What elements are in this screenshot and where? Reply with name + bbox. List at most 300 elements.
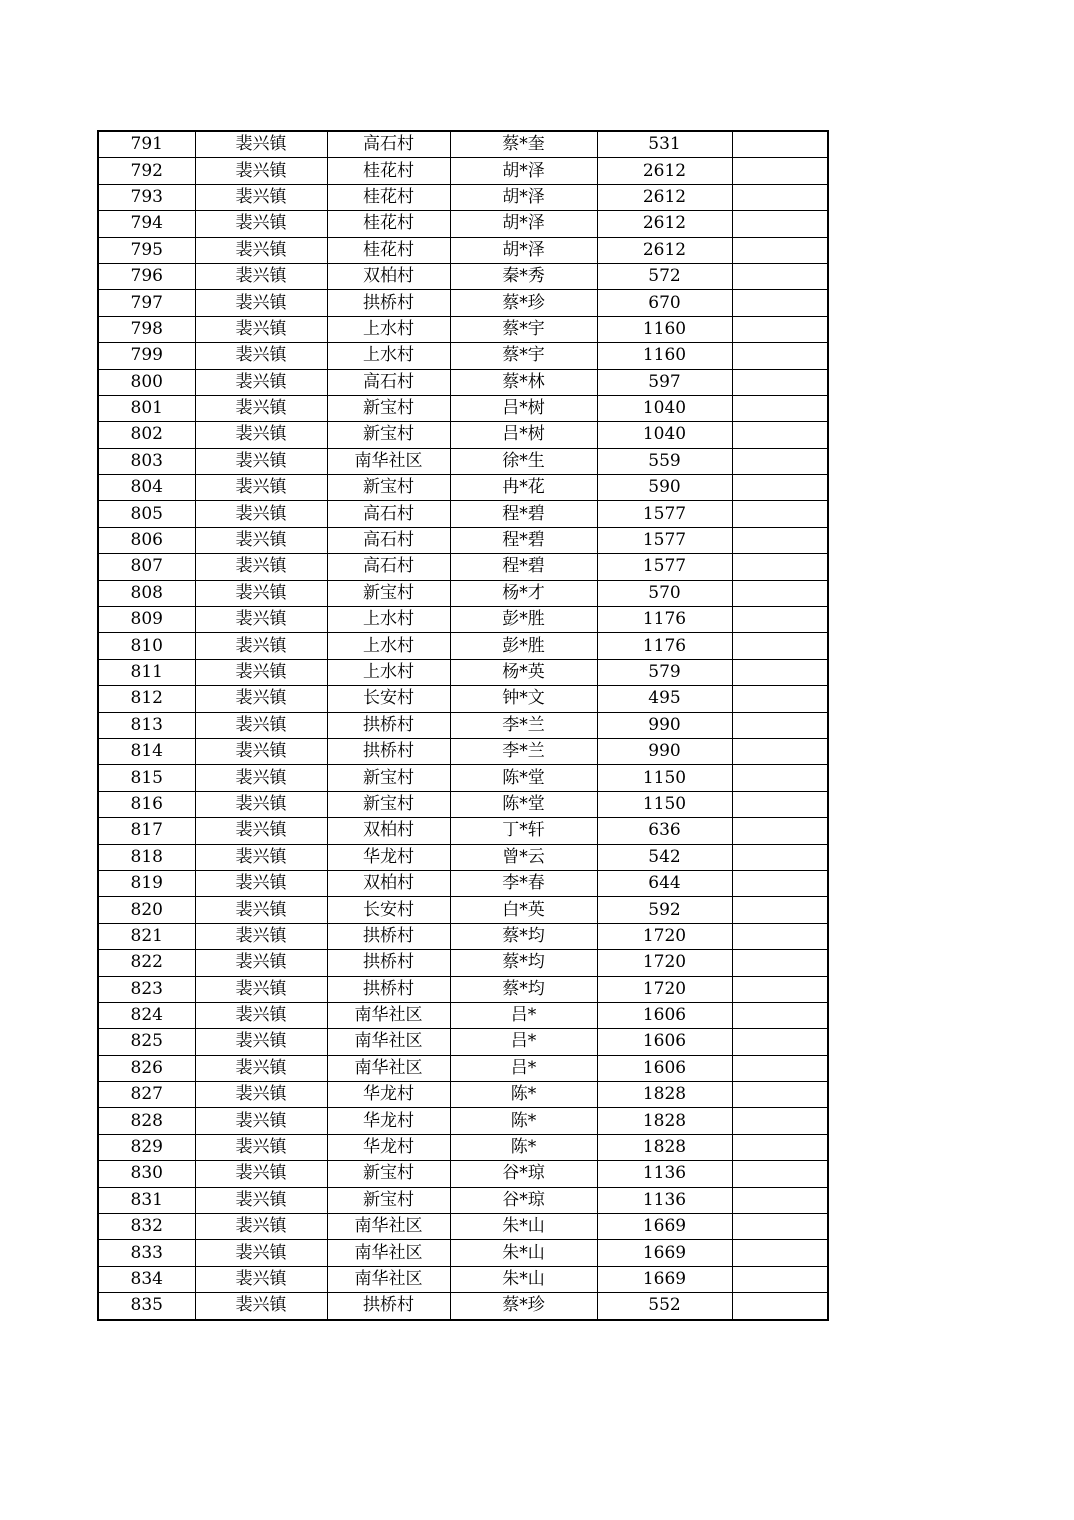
row-number-cell: 824 xyxy=(98,1002,195,1028)
note-cell xyxy=(732,897,828,923)
town-cell: 裴兴镇 xyxy=(195,1161,327,1187)
town-cell: 裴兴镇 xyxy=(195,1108,327,1134)
note-cell xyxy=(732,1108,828,1134)
name-cell: 陈* xyxy=(450,1082,597,1108)
row-number-cell: 806 xyxy=(98,527,195,553)
row-number-cell: 831 xyxy=(98,1187,195,1213)
name-cell: 胡*泽 xyxy=(450,184,597,210)
amount-cell: 1176 xyxy=(597,607,732,633)
note-cell xyxy=(732,1002,828,1028)
note-cell xyxy=(732,818,828,844)
amount-cell: 1606 xyxy=(597,1029,732,1055)
row-number-cell: 833 xyxy=(98,1240,195,1266)
amount-cell: 570 xyxy=(597,580,732,606)
note-cell xyxy=(732,1293,828,1320)
name-cell: 吕* xyxy=(450,1029,597,1055)
table-row xyxy=(98,448,828,474)
name-cell: 冉*花 xyxy=(450,475,597,501)
amount-cell: 1828 xyxy=(597,1108,732,1134)
town-cell: 裴兴镇 xyxy=(195,316,327,342)
name-cell: 吕*树 xyxy=(450,422,597,448)
row-number-cell: 812 xyxy=(98,686,195,712)
note-cell xyxy=(732,765,828,791)
note-cell xyxy=(732,633,828,659)
amount-cell: 2612 xyxy=(597,237,732,263)
village-cell: 拱桥村 xyxy=(327,290,450,316)
note-cell xyxy=(732,1029,828,1055)
name-cell: 吕* xyxy=(450,1055,597,1081)
name-cell: 蔡*宇 xyxy=(450,343,597,369)
name-cell: 谷*琼 xyxy=(450,1187,597,1213)
town-cell: 裴兴镇 xyxy=(195,475,327,501)
table-row xyxy=(98,1082,828,1108)
table-row xyxy=(98,237,828,263)
note-cell xyxy=(732,607,828,633)
amount-cell: 1606 xyxy=(597,1002,732,1028)
name-cell: 程*碧 xyxy=(450,527,597,553)
row-number-cell: 807 xyxy=(98,554,195,580)
table-row xyxy=(98,1214,828,1240)
amount-cell: 2612 xyxy=(597,184,732,210)
note-cell xyxy=(732,686,828,712)
table-row xyxy=(98,369,828,395)
amount-cell: 590 xyxy=(597,475,732,501)
table-row xyxy=(98,290,828,316)
name-cell: 胡*泽 xyxy=(450,211,597,237)
village-cell: 双柏村 xyxy=(327,870,450,896)
row-number-cell: 829 xyxy=(98,1134,195,1160)
name-cell: 彭*胜 xyxy=(450,633,597,659)
town-cell: 裴兴镇 xyxy=(195,369,327,395)
village-cell: 南华社区 xyxy=(327,1266,450,1292)
note-cell xyxy=(732,369,828,395)
row-number-cell: 805 xyxy=(98,501,195,527)
village-cell: 南华社区 xyxy=(327,448,450,474)
village-cell: 上水村 xyxy=(327,607,450,633)
village-cell: 长安村 xyxy=(327,686,450,712)
row-number-cell: 830 xyxy=(98,1161,195,1187)
row-number-cell: 835 xyxy=(98,1293,195,1320)
village-cell: 南华社区 xyxy=(327,1055,450,1081)
village-cell: 高石村 xyxy=(327,501,450,527)
village-cell: 华龙村 xyxy=(327,1134,450,1160)
amount-cell: 552 xyxy=(597,1293,732,1320)
amount-cell: 1176 xyxy=(597,633,732,659)
row-number-cell: 813 xyxy=(98,712,195,738)
village-cell: 新宝村 xyxy=(327,580,450,606)
row-number-cell: 793 xyxy=(98,184,195,210)
name-cell: 蔡*珍 xyxy=(450,1293,597,1320)
table-row xyxy=(98,1108,828,1134)
note-cell xyxy=(732,1161,828,1187)
amount-cell: 1136 xyxy=(597,1187,732,1213)
village-cell: 拱桥村 xyxy=(327,738,450,764)
note-cell xyxy=(732,501,828,527)
row-number-cell: 802 xyxy=(98,422,195,448)
name-cell: 陈*堂 xyxy=(450,765,597,791)
name-cell: 秦*秀 xyxy=(450,263,597,289)
table-row xyxy=(98,1002,828,1028)
name-cell: 朱*山 xyxy=(450,1214,597,1240)
amount-cell: 495 xyxy=(597,686,732,712)
village-cell: 桂花村 xyxy=(327,158,450,184)
village-cell: 新宝村 xyxy=(327,791,450,817)
village-cell: 华龙村 xyxy=(327,1082,450,1108)
table-row xyxy=(98,1187,828,1213)
name-cell: 白*英 xyxy=(450,897,597,923)
town-cell: 裴兴镇 xyxy=(195,1029,327,1055)
village-cell: 新宝村 xyxy=(327,422,450,448)
amount-cell: 1577 xyxy=(597,554,732,580)
town-cell: 裴兴镇 xyxy=(195,580,327,606)
row-number-cell: 821 xyxy=(98,923,195,949)
town-cell: 裴兴镇 xyxy=(195,1134,327,1160)
amount-cell: 644 xyxy=(597,870,732,896)
amount-cell: 1150 xyxy=(597,791,732,817)
amount-cell: 1160 xyxy=(597,316,732,342)
table-row xyxy=(98,527,828,553)
note-cell xyxy=(732,475,828,501)
town-cell: 裴兴镇 xyxy=(195,686,327,712)
amount-cell: 636 xyxy=(597,818,732,844)
table-row xyxy=(98,765,828,791)
table-row xyxy=(98,580,828,606)
amount-cell: 1720 xyxy=(597,923,732,949)
town-cell: 裴兴镇 xyxy=(195,818,327,844)
town-cell: 裴兴镇 xyxy=(195,1266,327,1292)
village-cell: 新宝村 xyxy=(327,475,450,501)
name-cell: 蔡*均 xyxy=(450,950,597,976)
village-cell: 拱桥村 xyxy=(327,712,450,738)
row-number-cell: 826 xyxy=(98,1055,195,1081)
row-number-cell: 834 xyxy=(98,1266,195,1292)
town-cell: 裴兴镇 xyxy=(195,712,327,738)
village-cell: 上水村 xyxy=(327,343,450,369)
town-cell: 裴兴镇 xyxy=(195,870,327,896)
row-number-cell: 818 xyxy=(98,844,195,870)
row-number-cell: 828 xyxy=(98,1108,195,1134)
row-number-cell: 799 xyxy=(98,343,195,369)
note-cell xyxy=(732,1214,828,1240)
table-row xyxy=(98,422,828,448)
village-cell: 高石村 xyxy=(327,369,450,395)
name-cell: 陈*堂 xyxy=(450,791,597,817)
table-row xyxy=(98,791,828,817)
name-cell: 蔡*珍 xyxy=(450,290,597,316)
name-cell: 李*兰 xyxy=(450,738,597,764)
row-number-cell: 804 xyxy=(98,475,195,501)
name-cell: 杨*才 xyxy=(450,580,597,606)
town-cell: 裴兴镇 xyxy=(195,659,327,685)
town-cell: 裴兴镇 xyxy=(195,738,327,764)
table-row xyxy=(98,976,828,1002)
amount-cell: 2612 xyxy=(597,158,732,184)
amount-cell: 1669 xyxy=(597,1266,732,1292)
name-cell: 曾*云 xyxy=(450,844,597,870)
note-cell xyxy=(732,527,828,553)
amount-cell: 1160 xyxy=(597,343,732,369)
row-number-cell: 819 xyxy=(98,870,195,896)
row-number-cell: 795 xyxy=(98,237,195,263)
note-cell xyxy=(732,448,828,474)
village-cell: 新宝村 xyxy=(327,1187,450,1213)
row-number-cell: 798 xyxy=(98,316,195,342)
note-cell xyxy=(732,923,828,949)
town-cell: 裴兴镇 xyxy=(195,897,327,923)
village-cell: 高石村 xyxy=(327,131,450,158)
amount-cell: 1828 xyxy=(597,1082,732,1108)
note-cell xyxy=(732,1055,828,1081)
name-cell: 蔡*林 xyxy=(450,369,597,395)
name-cell: 吕* xyxy=(450,1002,597,1028)
town-cell: 裴兴镇 xyxy=(195,448,327,474)
village-cell: 新宝村 xyxy=(327,1161,450,1187)
town-cell: 裴兴镇 xyxy=(195,554,327,580)
table-row xyxy=(98,554,828,580)
note-cell xyxy=(732,1134,828,1160)
village-cell: 双柏村 xyxy=(327,263,450,289)
table-row xyxy=(98,263,828,289)
town-cell: 裴兴镇 xyxy=(195,1187,327,1213)
note-cell xyxy=(732,712,828,738)
town-cell: 裴兴镇 xyxy=(195,1293,327,1320)
amount-cell: 1040 xyxy=(597,395,732,421)
town-cell: 裴兴镇 xyxy=(195,527,327,553)
amount-cell: 1720 xyxy=(597,976,732,1002)
name-cell: 程*碧 xyxy=(450,501,597,527)
village-cell: 拱桥村 xyxy=(327,976,450,1002)
name-cell: 朱*山 xyxy=(450,1266,597,1292)
amount-cell: 572 xyxy=(597,263,732,289)
town-cell: 裴兴镇 xyxy=(195,211,327,237)
name-cell: 蔡*均 xyxy=(450,976,597,1002)
town-cell: 裴兴镇 xyxy=(195,237,327,263)
table-row xyxy=(98,475,828,501)
row-number-cell: 820 xyxy=(98,897,195,923)
note-cell xyxy=(732,554,828,580)
town-cell: 裴兴镇 xyxy=(195,765,327,791)
row-number-cell: 816 xyxy=(98,791,195,817)
name-cell: 程*碧 xyxy=(450,554,597,580)
name-cell: 徐*生 xyxy=(450,448,597,474)
town-cell: 裴兴镇 xyxy=(195,422,327,448)
amount-cell: 542 xyxy=(597,844,732,870)
note-cell xyxy=(732,580,828,606)
table-row xyxy=(98,844,828,870)
village-cell: 南华社区 xyxy=(327,1002,450,1028)
table-row xyxy=(98,343,828,369)
town-cell: 裴兴镇 xyxy=(195,1082,327,1108)
table-row xyxy=(98,1055,828,1081)
table-row xyxy=(98,1161,828,1187)
table-row xyxy=(98,686,828,712)
name-cell: 谷*琼 xyxy=(450,1161,597,1187)
row-number-cell: 800 xyxy=(98,369,195,395)
records-table xyxy=(97,130,829,1321)
town-cell: 裴兴镇 xyxy=(195,343,327,369)
amount-cell: 1828 xyxy=(597,1134,732,1160)
row-number-cell: 810 xyxy=(98,633,195,659)
name-cell: 李*春 xyxy=(450,870,597,896)
row-number-cell: 817 xyxy=(98,818,195,844)
town-cell: 裴兴镇 xyxy=(195,395,327,421)
amount-cell: 1150 xyxy=(597,765,732,791)
row-number-cell: 792 xyxy=(98,158,195,184)
village-cell: 上水村 xyxy=(327,633,450,659)
row-number-cell: 815 xyxy=(98,765,195,791)
amount-cell: 1669 xyxy=(597,1240,732,1266)
amount-cell: 1720 xyxy=(597,950,732,976)
note-cell xyxy=(732,1240,828,1266)
note-cell xyxy=(732,1266,828,1292)
town-cell: 裴兴镇 xyxy=(195,1240,327,1266)
village-cell: 华龙村 xyxy=(327,1108,450,1134)
village-cell: 南华社区 xyxy=(327,1029,450,1055)
town-cell: 裴兴镇 xyxy=(195,923,327,949)
amount-cell: 531 xyxy=(597,131,732,158)
table-row xyxy=(98,607,828,633)
amount-cell: 2612 xyxy=(597,211,732,237)
row-number-cell: 803 xyxy=(98,448,195,474)
table-row xyxy=(98,184,828,210)
name-cell: 蔡*奎 xyxy=(450,131,597,158)
town-cell: 裴兴镇 xyxy=(195,131,327,158)
row-number-cell: 794 xyxy=(98,211,195,237)
table-row xyxy=(98,395,828,421)
amount-cell: 597 xyxy=(597,369,732,395)
village-cell: 上水村 xyxy=(327,659,450,685)
village-cell: 上水村 xyxy=(327,316,450,342)
village-cell: 双柏村 xyxy=(327,818,450,844)
town-cell: 裴兴镇 xyxy=(195,607,327,633)
table-row xyxy=(98,316,828,342)
name-cell: 蔡*宇 xyxy=(450,316,597,342)
amount-cell: 1606 xyxy=(597,1055,732,1081)
village-cell: 高石村 xyxy=(327,527,450,553)
row-number-cell: 791 xyxy=(98,131,195,158)
amount-cell: 990 xyxy=(597,712,732,738)
note-cell xyxy=(732,1187,828,1213)
note-cell xyxy=(732,316,828,342)
note-cell xyxy=(732,237,828,263)
town-cell: 裴兴镇 xyxy=(195,290,327,316)
amount-cell: 990 xyxy=(597,738,732,764)
note-cell xyxy=(732,343,828,369)
table-row xyxy=(98,158,828,184)
note-cell xyxy=(732,738,828,764)
town-cell: 裴兴镇 xyxy=(195,844,327,870)
row-number-cell: 796 xyxy=(98,263,195,289)
row-number-cell: 814 xyxy=(98,738,195,764)
name-cell: 蔡*均 xyxy=(450,923,597,949)
note-cell xyxy=(732,870,828,896)
town-cell: 裴兴镇 xyxy=(195,950,327,976)
note-cell xyxy=(732,1082,828,1108)
name-cell: 陈* xyxy=(450,1108,597,1134)
village-cell: 南华社区 xyxy=(327,1240,450,1266)
row-number-cell: 822 xyxy=(98,950,195,976)
note-cell xyxy=(732,659,828,685)
table-row xyxy=(98,950,828,976)
amount-cell: 1577 xyxy=(597,527,732,553)
table-row xyxy=(98,923,828,949)
village-cell: 新宝村 xyxy=(327,765,450,791)
note-cell xyxy=(732,844,828,870)
note-cell xyxy=(732,184,828,210)
table-row xyxy=(98,738,828,764)
records-table-body xyxy=(98,131,828,1320)
village-cell: 桂花村 xyxy=(327,237,450,263)
village-cell: 华龙村 xyxy=(327,844,450,870)
amount-cell: 559 xyxy=(597,448,732,474)
town-cell: 裴兴镇 xyxy=(195,976,327,1002)
note-cell xyxy=(732,263,828,289)
table-row xyxy=(98,712,828,738)
amount-cell: 1669 xyxy=(597,1214,732,1240)
amount-cell: 1136 xyxy=(597,1161,732,1187)
note-cell xyxy=(732,791,828,817)
name-cell: 杨*英 xyxy=(450,659,597,685)
table-row xyxy=(98,897,828,923)
amount-cell: 592 xyxy=(597,897,732,923)
table-row xyxy=(98,131,828,158)
village-cell: 桂花村 xyxy=(327,211,450,237)
town-cell: 裴兴镇 xyxy=(195,158,327,184)
name-cell: 朱*山 xyxy=(450,1240,597,1266)
amount-cell: 670 xyxy=(597,290,732,316)
town-cell: 裴兴镇 xyxy=(195,633,327,659)
note-cell xyxy=(732,131,828,158)
note-cell xyxy=(732,395,828,421)
town-cell: 裴兴镇 xyxy=(195,1214,327,1240)
name-cell: 陈* xyxy=(450,1134,597,1160)
note-cell xyxy=(732,976,828,1002)
table-row xyxy=(98,1240,828,1266)
village-cell: 拱桥村 xyxy=(327,950,450,976)
name-cell: 胡*泽 xyxy=(450,237,597,263)
town-cell: 裴兴镇 xyxy=(195,263,327,289)
row-number-cell: 808 xyxy=(98,580,195,606)
row-number-cell: 801 xyxy=(98,395,195,421)
row-number-cell: 809 xyxy=(98,607,195,633)
table-row xyxy=(98,633,828,659)
table-row xyxy=(98,818,828,844)
note-cell xyxy=(732,950,828,976)
amount-cell: 1577 xyxy=(597,501,732,527)
village-cell: 桂花村 xyxy=(327,184,450,210)
row-number-cell: 832 xyxy=(98,1214,195,1240)
amount-cell: 1040 xyxy=(597,422,732,448)
town-cell: 裴兴镇 xyxy=(195,1002,327,1028)
name-cell: 丁*轩 xyxy=(450,818,597,844)
row-number-cell: 823 xyxy=(98,976,195,1002)
row-number-cell: 827 xyxy=(98,1082,195,1108)
note-cell xyxy=(732,158,828,184)
table-row xyxy=(98,1134,828,1160)
name-cell: 李*兰 xyxy=(450,712,597,738)
name-cell: 吕*树 xyxy=(450,395,597,421)
town-cell: 裴兴镇 xyxy=(195,1055,327,1081)
town-cell: 裴兴镇 xyxy=(195,501,327,527)
table-row xyxy=(98,659,828,685)
table-row xyxy=(98,1266,828,1292)
town-cell: 裴兴镇 xyxy=(195,791,327,817)
row-number-cell: 825 xyxy=(98,1029,195,1055)
table-row xyxy=(98,870,828,896)
table-row xyxy=(98,501,828,527)
amount-cell: 579 xyxy=(597,659,732,685)
village-cell: 长安村 xyxy=(327,897,450,923)
